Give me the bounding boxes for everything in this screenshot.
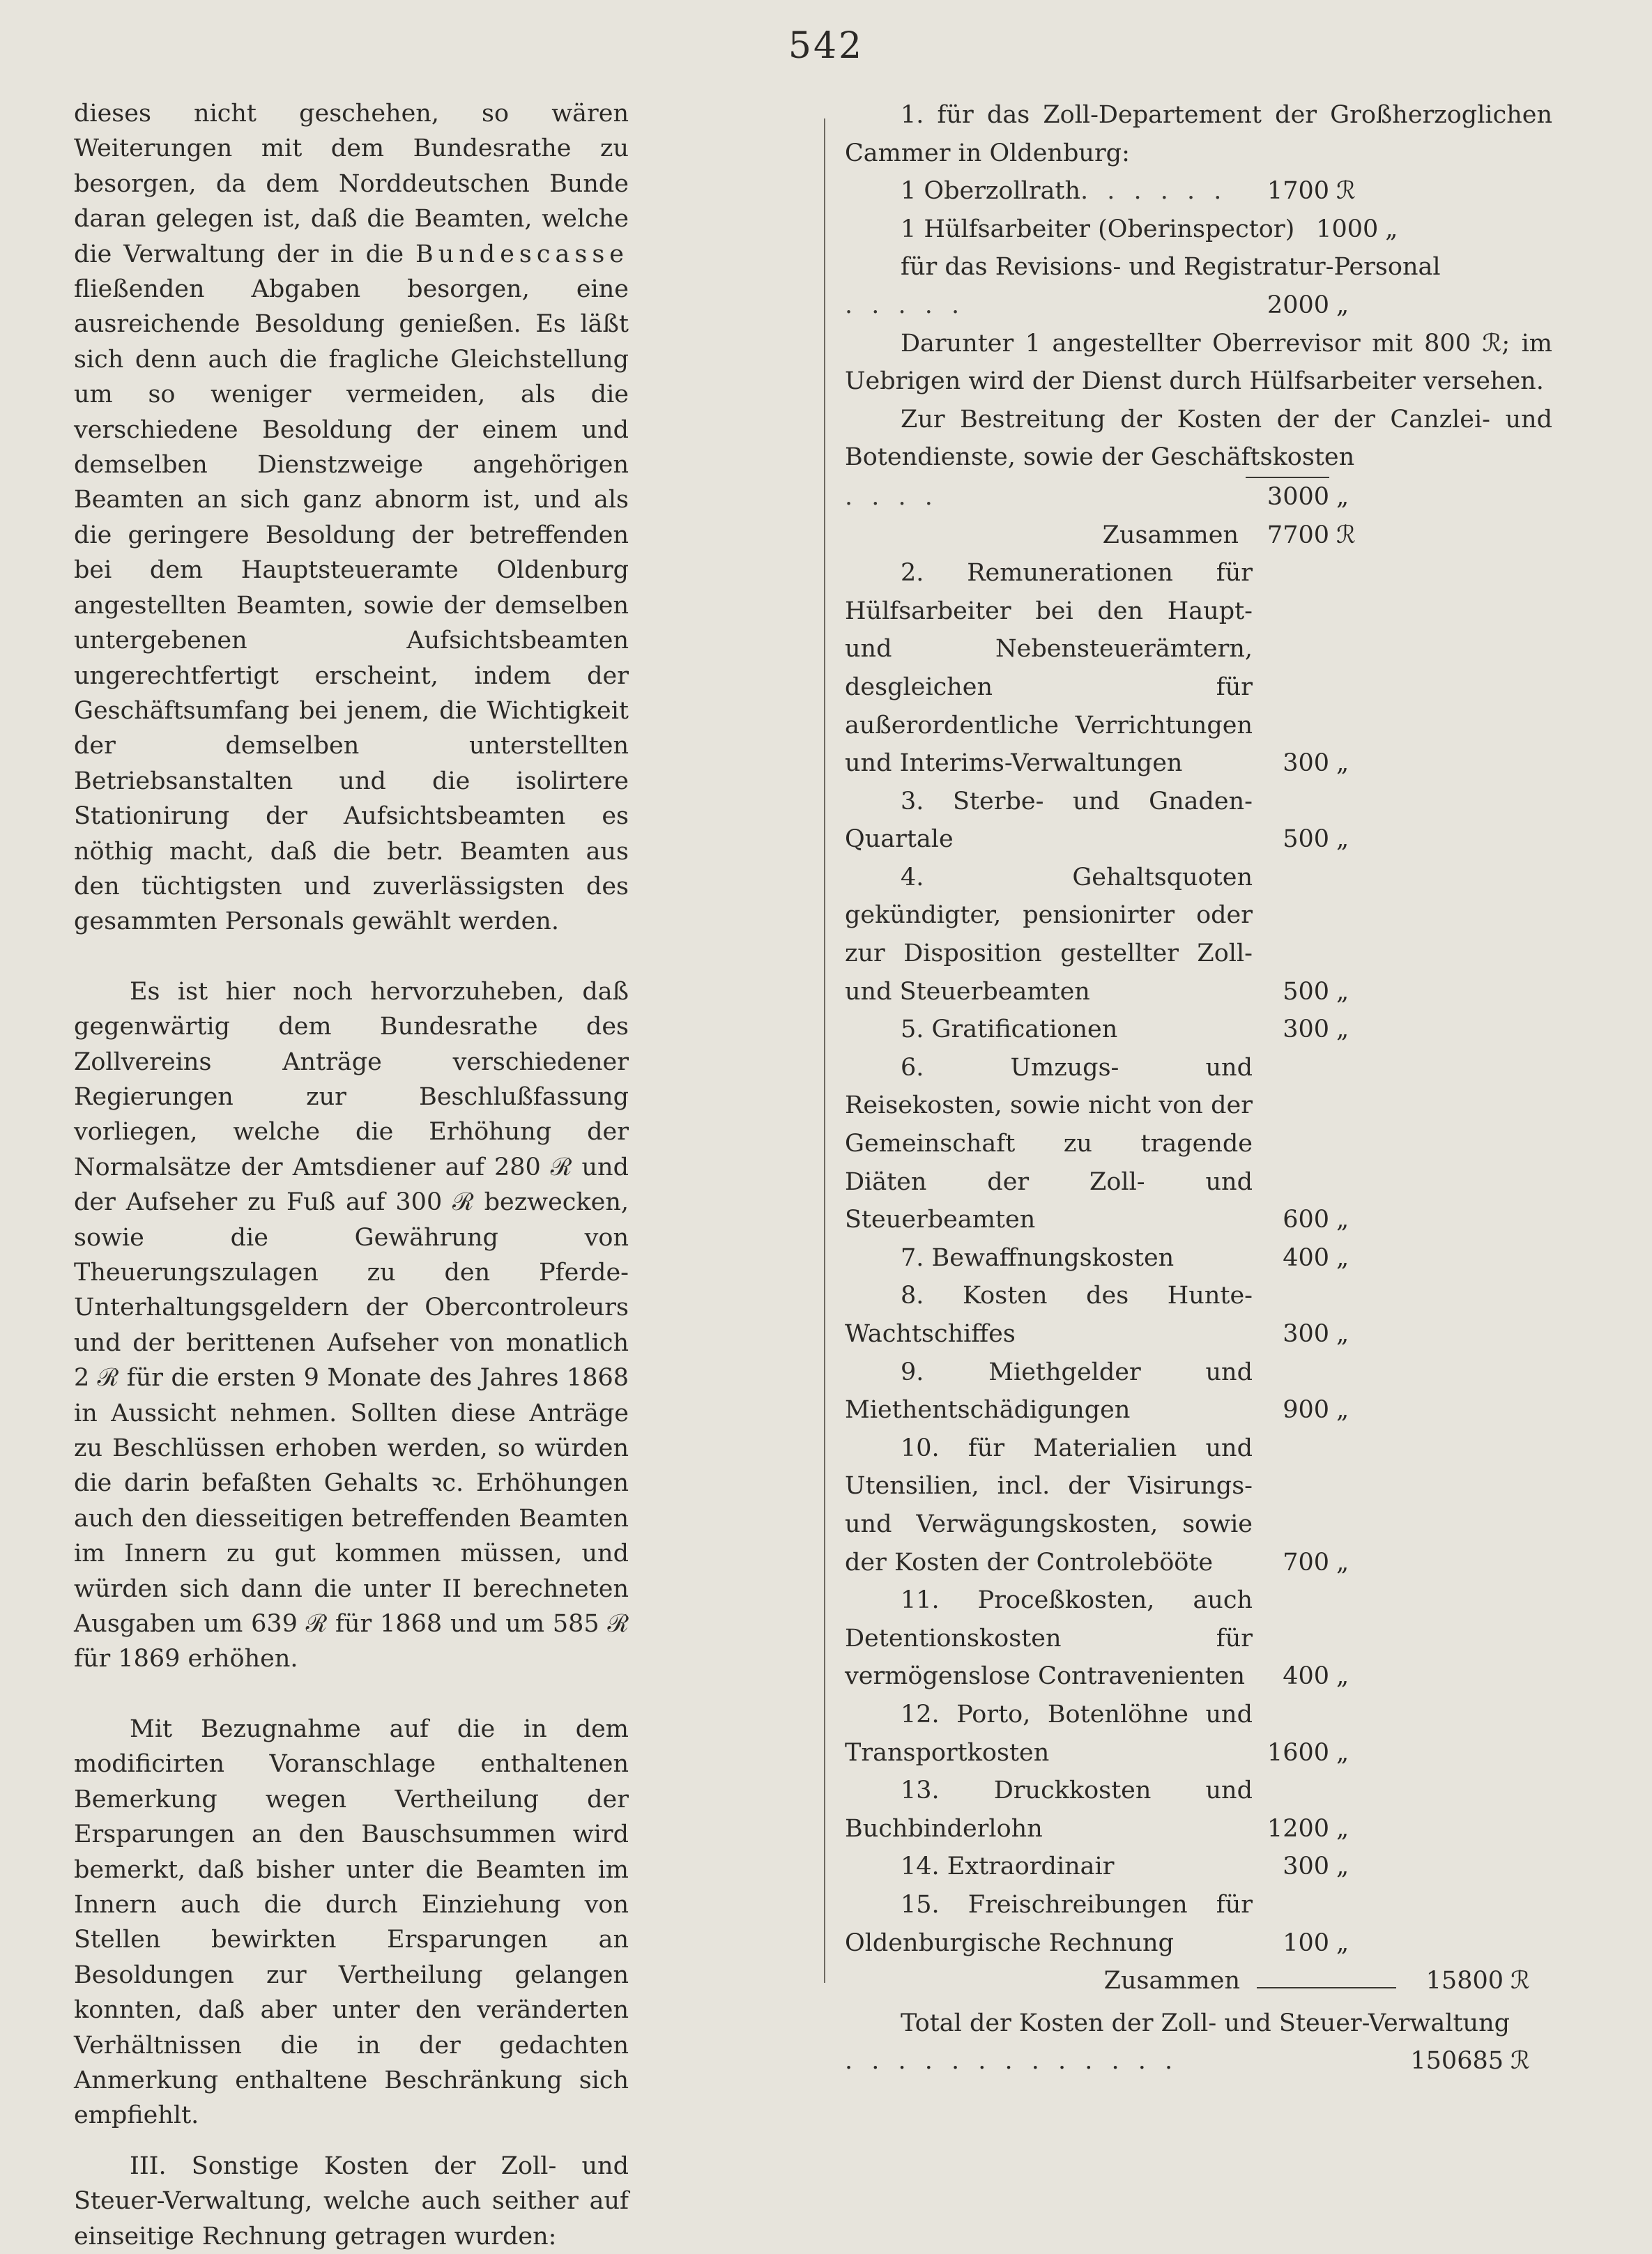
unit: „ — [1385, 215, 1398, 243]
expense-item-9 — [845, 1354, 1552, 1429]
section-heading: 1. für das Zoll-Departement der Großherzoglichen Cammer in Oldenburg: — [845, 101, 1552, 167]
page-number: 542 — [788, 25, 864, 67]
paragraph-3: Mit Bezugnahme auf die in dem modificirten Voranschlage enthaltenen Bemerkung wegen Vertheilung der Ersparungen an den Bauschsummen wird bemerkt, daß bisher unter die Beamten im Innern auch die durch Einziehung von Stellen bewirkten Ersparungen an Besoldungen zur Vertheilung gelangen konnten, daß aber unter den veränderten Verhältnissen die in der gedachten Anmerkung enthaltene Beschränkung sich empfiehlt. — [74, 1715, 629, 2130]
expense-item-label: 14. Extraordinair — [901, 1853, 1115, 1881]
unit: „ — [1336, 1320, 1349, 1348]
unit: „ — [1336, 1243, 1349, 1272]
subtotal-unit: ℛ — [1336, 521, 1356, 549]
amount: 100 — [1283, 1929, 1329, 1957]
unit: „ — [1336, 1396, 1349, 1425]
kanzlei-amount-row: . . . . 3000 „ — [845, 477, 1552, 516]
right-column — [845, 96, 1552, 2080]
expense-item-label: 4. Gehaltsquoten gekündigter, pensionirter oder zur Disposition gestellter Zoll- und Steuerbeamten — [845, 863, 1253, 1006]
unit: „ — [1336, 1206, 1349, 1234]
total-label: Total der Kosten der Zoll- und Steuer-Verwaltung — [901, 2009, 1510, 2037]
expense-item-2 — [845, 554, 1552, 783]
amount: 500 — [1283, 825, 1329, 854]
expense-item-label: 8. Kosten des Hunte-Wachtschiffes — [845, 1282, 1253, 1348]
expense-item-label: 11. Proceßkosten, auch Detentionskosten für vermögenslose Contravenienten — [845, 1586, 1253, 1691]
sub-item-label: 1 Hülfsarbeiter (Oberinspector) — [901, 215, 1295, 243]
sub-item-row — [845, 172, 1552, 210]
expense-item-11 — [845, 1581, 1552, 1696]
expense-item-label: 2. Remunerationen für Hülfsarbeiter bei den Haupt- und Nebensteuerämtern, desgleichen für außerordentliche Verrichtungen und Interims-Verwaltungen — [845, 559, 1253, 778]
unit: ℛ — [1336, 177, 1356, 206]
paragraph-1: dieses nicht geschehen, so wären Weiterungen mit dem Bundesrathe zu besorgen, da dem Norddeutschen Bunde daran gelegen ist, daß die Beamten, welche die Verwaltung der in die Bundescasse fließenden Abgaben besorgen, eine ausreichende Besoldung genießen. Es läßt sich denn auch die fragliche Gleichstellung um so weniger vermeiden, als die verschiedene Besoldung der einem und demselben Dienstzweige angehörigen Beamten an sich ganz abnorm ist, und als die geringere Besoldung der betreffenden bei dem Hauptsteueramte Oldenburg angestellten Beamten, sowie der demselben untergebenen Aufsichtsbeamten ungerechtfertigt erscheint, indem der Geschäftsumfang bei jenem, die Wichtigkeit der demselben unterstellten Betriebsanstalten und die isolirtere Stationirung der Aufsichtsbeamten es nöthig macht, daß die betr. Beamten aus den tüchtigsten und zuverlässigsten des gesammten Personals gewählt werden. — [74, 100, 629, 936]
amount: 500 — [1283, 977, 1329, 1006]
amount: 1200 — [1267, 1814, 1329, 1843]
revision-item: für das Revisions- und Registratur-Personal — [901, 253, 1441, 282]
left-column — [74, 96, 629, 2254]
subtotal-label: Zusammen — [1102, 521, 1239, 549]
total-amount: 150685 — [1410, 2047, 1504, 2076]
unit: „ — [1336, 1929, 1349, 1957]
expense-item-label: 5. Gratificationen — [901, 1015, 1118, 1044]
amount: 300 — [1283, 749, 1329, 778]
sub-item-label: 1 Oberzollrath — [901, 177, 1081, 206]
unit: „ — [1336, 1015, 1349, 1044]
subtotal-row — [845, 516, 1552, 555]
expense-item-label: 9. Miethgelder und Miethentschädigungen — [845, 1358, 1253, 1425]
subtotal-amount: 7700 — [1267, 521, 1329, 549]
unit: „ — [1336, 1853, 1349, 1881]
unit: „ — [1336, 1738, 1349, 1767]
unit: „ — [1336, 977, 1349, 1006]
expense-item-13 — [845, 1772, 1552, 1848]
sum-amount: 15800 — [1425, 1967, 1504, 1995]
expense-item-label: 15. Freischreibungen für Oldenburgische Rechnung — [845, 1890, 1253, 1957]
expense-item-3 — [845, 783, 1552, 859]
amount: 600 — [1283, 1206, 1329, 1234]
expense-item-5 — [845, 1011, 1552, 1049]
kanzlei-item: Zur Bestreitung der Kosten der der Canzlei- und Botendienste, sowie der Geschäftskosten — [845, 405, 1552, 472]
amount: 300 — [1283, 1853, 1329, 1881]
expense-item-6 — [845, 1049, 1552, 1239]
amount: 1700 — [1267, 177, 1329, 206]
amount: 300 — [1283, 1015, 1329, 1044]
unit: „ — [1336, 825, 1349, 854]
expense-item-label: 12. Porto, Botenlöhne und Transportkosten — [845, 1700, 1253, 1767]
unit: „ — [1336, 482, 1349, 511]
expense-item-label: 13. Druckkosten und Buchbinderlohn — [845, 1777, 1253, 1843]
note: Darunter 1 angestellter Oberrevisor mit 800 ℛ; im Uebrigen wird der Dienst durch Hülfsarbeiter versehen. — [845, 329, 1552, 396]
spaced-word: Bundescasse — [415, 240, 629, 268]
amount: 2000 — [1267, 291, 1329, 319]
expense-item-label: 3. Sterbe- und Gnaden-Quartale — [845, 787, 1253, 854]
expense-item-14 — [845, 1848, 1552, 1886]
unit: „ — [1336, 291, 1349, 319]
amount: 300 — [1283, 1320, 1329, 1348]
expense-item-label: 7. Bewaffnungskosten — [901, 1243, 1175, 1272]
amount: 900 — [1283, 1396, 1329, 1425]
amount: 700 — [1283, 1548, 1329, 1577]
leader-dots: . . . . . . — [1080, 177, 1227, 206]
expense-item-label: 6. Umzugs- und Reisekosten, sowie nicht von der Gemeinschaft zu tragende Diäten der Zoll- und Steuerbeamten — [845, 1053, 1253, 1234]
expense-item-10 — [845, 1429, 1552, 1581]
sub-item-row — [845, 210, 1552, 249]
amount: 400 — [1283, 1243, 1329, 1272]
unit: „ — [1336, 749, 1349, 778]
column-divider — [824, 118, 825, 1983]
amount: 1000 — [1316, 215, 1379, 243]
sum-unit: ℛ — [1510, 1967, 1530, 1995]
expense-items — [845, 554, 1552, 1962]
unit: „ — [1336, 1814, 1349, 1843]
total-row: . . . . . . . . . . . . . 150685 ℛ — [845, 2042, 1552, 2080]
expense-item-8 — [845, 1277, 1552, 1353]
expense-item-label: 10. für Materialien und Utensilien, incl. der Visirungs- und Verwägungskosten, sowie der Kosten der Controlebööte — [845, 1434, 1253, 1577]
expense-item-7 — [845, 1239, 1552, 1278]
expense-item-15 — [845, 1886, 1552, 1962]
total-unit: ℛ — [1510, 2047, 1530, 2076]
amount: 1600 — [1267, 1738, 1329, 1767]
sum-label: Zusammen — [1103, 1967, 1240, 1995]
paragraph-2: Es ist hier noch hervorzuheben, daß gegenwärtig dem Bundesrathe des Zollvereins Anträge verschiedener Regierungen zur Beschlußfassung vorliegen, welche die Erhöhung der Normalsätze der Amtsdiener auf 280 ℛ und der Aufseher zu Fuß auf 300 ℛ bezwecken, sowie die Gewährung von Theuerungszulagen zu den Pferde-Unterhaltungsgeldern der Obercontroleurs und der berittenen Aufseher von monatlich 2 ℛ für die ersten 9 Monate des Jahres 1868 in Aussicht nehmen. Sollten diese Anträge zu Beschlüssen erhoben werden, so würden die darin befaßten Gehalts ꝛc. Erhöhungen auch den diesseitigen betreffenden Beamten im Innern zu gut kommen müssen, und würden sich dann die unter II berechneten Ausgaben um 639 ℛ für 1868 und um 585 ℛ für 1869 erhöhen. — [74, 977, 629, 1673]
amount: 3000 — [1246, 477, 1329, 516]
expense-item-12 — [845, 1696, 1552, 1772]
unit: „ — [1336, 1662, 1349, 1691]
expense-item-4 — [845, 859, 1552, 1011]
sum-row — [845, 1962, 1552, 2000]
paragraph-4: III. Sonstige Kosten der Zoll- und Steuer-Verwaltung, welche auch seither auf einseitige Rechnung getragen wurden: — [74, 2152, 629, 2251]
revision-amount-row: . . . . . 2000 „ — [845, 286, 1552, 325]
sub-items — [845, 172, 1552, 248]
sum-line — [1257, 1987, 1396, 1988]
unit: „ — [1336, 1548, 1349, 1577]
amount: 400 — [1283, 1662, 1329, 1691]
